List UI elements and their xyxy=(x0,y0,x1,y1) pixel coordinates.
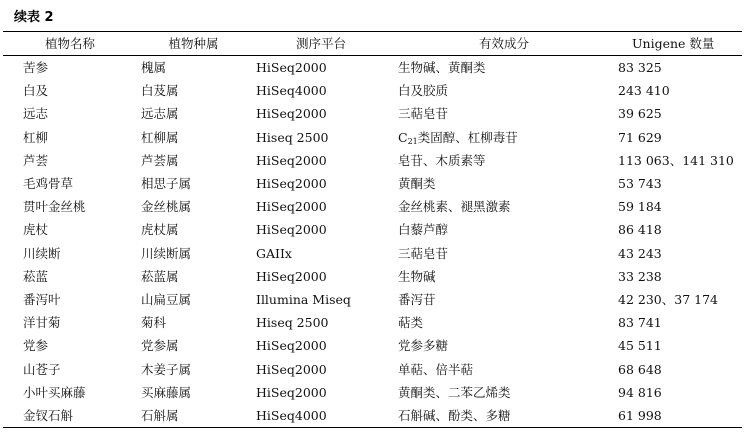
cell-active-component xyxy=(392,242,616,265)
cell-plant-name: 山苍子 xyxy=(23,361,61,377)
cell-sequencing-platform: HiSeq2000 xyxy=(256,60,327,75)
cell-plant-genus: 党参属 xyxy=(141,338,179,354)
cell-active-component xyxy=(392,102,616,125)
cell-active-component xyxy=(392,172,616,195)
cell-active-component xyxy=(392,79,616,102)
cell-sequencing-platform: GAIIx xyxy=(256,245,292,261)
table-row xyxy=(3,311,742,334)
cell-plant-genus: 菘蓝属 xyxy=(141,268,179,284)
component-text: 单萜、倍半萜 xyxy=(398,361,474,377)
cell-active-component xyxy=(392,404,616,428)
component-text: 黄酮类、二苯乙烯类 xyxy=(398,384,511,400)
cell-unigene-count: 33 238 xyxy=(618,268,662,284)
cell-plant-genus: 虎杖属 xyxy=(141,222,179,238)
cell-sequencing-platform: HiSeq4000 xyxy=(256,408,327,424)
component-subscript: 21 xyxy=(407,136,418,146)
cell-plant-name: 洋甘菊 xyxy=(23,315,61,331)
cell-active-component xyxy=(392,334,616,357)
cell-unigene-count: 83 741 xyxy=(618,315,662,331)
table-row xyxy=(3,102,742,125)
cell-unigene-count: 61 998 xyxy=(618,408,662,424)
cell-unigene-count: 113 063、141 310 xyxy=(618,152,734,168)
cell-unigene-count: 94 816 xyxy=(618,384,662,400)
cell-plant-name: 苦参 xyxy=(23,60,49,75)
component-text-rest: 类固醇、杠柳毒苷 xyxy=(417,129,518,145)
header-row xyxy=(3,32,742,56)
cell-sequencing-platform: HiSeq2000 xyxy=(256,384,327,400)
cell-plant-name: 芦荟 xyxy=(23,152,49,168)
cell-sequencing-platform: HiSeq2000 xyxy=(256,152,327,168)
cell-sequencing-platform: HiSeq2000 xyxy=(256,176,327,192)
cell-plant-name: 毛鸡骨草 xyxy=(23,176,74,192)
table-row xyxy=(3,172,742,195)
component-text: 金丝桃素、褪黑激素 xyxy=(398,199,511,215)
component-text: 党参多糖 xyxy=(398,338,449,354)
cell-unigene-count: 53 743 xyxy=(618,176,662,192)
table-caption: 续表 2 xyxy=(14,10,54,25)
cell-active-component xyxy=(392,311,616,334)
table-row xyxy=(3,195,742,218)
cell-plant-genus: 菊科 xyxy=(141,315,167,331)
table-row xyxy=(3,334,742,357)
table-row xyxy=(3,149,742,172)
header-plant-genus: 植物种属 xyxy=(168,36,219,51)
cell-plant-name: 金钗石斛 xyxy=(23,408,74,424)
header-plant-name: 植物名称 xyxy=(44,36,95,51)
cell-sequencing-platform: Illumina Miseq xyxy=(256,292,351,308)
header-active-component: 有效成分 xyxy=(478,36,529,51)
cell-unigene-count: 71 629 xyxy=(618,129,662,145)
cell-active-component xyxy=(392,56,616,80)
component-text: 萜类 xyxy=(398,315,424,331)
table-row xyxy=(3,56,742,80)
table-row xyxy=(3,265,742,288)
plant-transcriptome-table xyxy=(3,31,742,428)
table-row xyxy=(3,126,742,149)
cell-active-component xyxy=(392,358,616,381)
table-row xyxy=(3,218,742,241)
component-text: 白藜芦醇 xyxy=(398,222,449,238)
component-text: 三萜皂苷 xyxy=(398,245,449,261)
table-row xyxy=(3,242,742,265)
cell-sequencing-platform: HiSeq2000 xyxy=(256,268,327,284)
cell-plant-name: 党参 xyxy=(23,338,49,354)
table-row xyxy=(3,381,742,404)
cell-active-component xyxy=(392,126,616,149)
cell-plant-genus: 远志属 xyxy=(141,106,179,122)
cell-sequencing-platform: HiSeq2000 xyxy=(256,222,327,238)
cell-active-component xyxy=(392,265,616,288)
cell-unigene-count: 243 410 xyxy=(618,83,670,99)
table-row xyxy=(3,358,742,381)
cell-plant-name: 远志 xyxy=(23,106,49,122)
cell-unigene-count: 43 243 xyxy=(618,245,662,261)
table-row xyxy=(3,404,742,428)
component-text: 三萜皂苷 xyxy=(398,106,449,122)
cell-plant-genus: 木姜子属 xyxy=(141,361,192,377)
cell-plant-genus: 相思子属 xyxy=(141,176,192,192)
cell-plant-genus: 买麻藤属 xyxy=(141,384,192,400)
cell-plant-name: 白及 xyxy=(23,83,49,99)
component-text: 白及胶质 xyxy=(398,83,449,99)
cell-plant-name: 杠柳 xyxy=(23,129,49,145)
cell-sequencing-platform: HiSeq2000 xyxy=(256,338,327,354)
table-body xyxy=(3,56,742,428)
cell-sequencing-platform: HiSeq2000 xyxy=(256,361,327,377)
cell-unigene-count: 42 230、37 174 xyxy=(618,292,718,308)
cell-plant-name: 番泻叶 xyxy=(23,292,61,308)
cell-unigene-count: 86 418 xyxy=(618,222,662,238)
component-text: 石斛碱、酚类、多糖 xyxy=(398,408,511,424)
header-sequencing-platform: 测序平台 xyxy=(295,36,346,51)
cell-active-component xyxy=(392,218,616,241)
component-text: 番泻苷 xyxy=(398,292,436,308)
cell-sequencing-platform: HiSeq4000 xyxy=(256,83,327,99)
cell-active-component xyxy=(392,195,616,218)
component-text: 生物碱、黄酮类 xyxy=(398,60,486,75)
component-text: 生物碱 xyxy=(398,268,436,284)
cell-sequencing-platform: Hiseq 2500 xyxy=(256,129,329,145)
cell-plant-genus: 芦荟属 xyxy=(141,152,179,168)
cell-plant-name: 虎杖 xyxy=(23,222,49,238)
cell-plant-name: 菘蓝 xyxy=(23,268,49,284)
cell-plant-name: 贯叶金丝桃 xyxy=(23,199,86,215)
cell-unigene-count: 45 511 xyxy=(618,338,662,354)
cell-plant-genus: 川续断属 xyxy=(141,245,192,261)
cell-sequencing-platform: Hiseq 2500 xyxy=(256,315,329,331)
cell-unigene-count: 83 325 xyxy=(618,60,662,75)
cell-plant-genus: 槐属 xyxy=(141,60,167,75)
table-row xyxy=(3,288,742,311)
cell-unigene-count: 59 184 xyxy=(618,199,662,215)
cell-unigene-count: 68 648 xyxy=(618,361,662,377)
cell-plant-genus: 金丝桃属 xyxy=(141,199,192,215)
cell-plant-genus: 石斛属 xyxy=(141,408,179,424)
table-header xyxy=(3,32,742,56)
cell-active-component xyxy=(392,381,616,404)
cell-plant-genus: 山扁豆属 xyxy=(141,292,192,308)
header-unigene-count: Unigene 数量 xyxy=(632,36,715,51)
component-text: C xyxy=(398,129,408,145)
component-text: 黄酮类 xyxy=(398,176,436,192)
cell-plant-genus: 白芨属 xyxy=(141,83,179,99)
table-row xyxy=(3,79,742,102)
cell-plant-name: 小叶买麻藤 xyxy=(23,384,86,400)
cell-plant-name: 川续断 xyxy=(23,245,61,261)
cell-sequencing-platform: HiSeq2000 xyxy=(256,106,327,122)
cell-sequencing-platform: HiSeq2000 xyxy=(256,199,327,215)
cell-active-component xyxy=(392,288,616,311)
component-text: 皂苷、木质素等 xyxy=(398,152,486,168)
cell-unigene-count: 39 625 xyxy=(618,106,662,122)
cell-active-component xyxy=(392,149,616,172)
cell-plant-genus: 杠柳属 xyxy=(141,129,179,145)
